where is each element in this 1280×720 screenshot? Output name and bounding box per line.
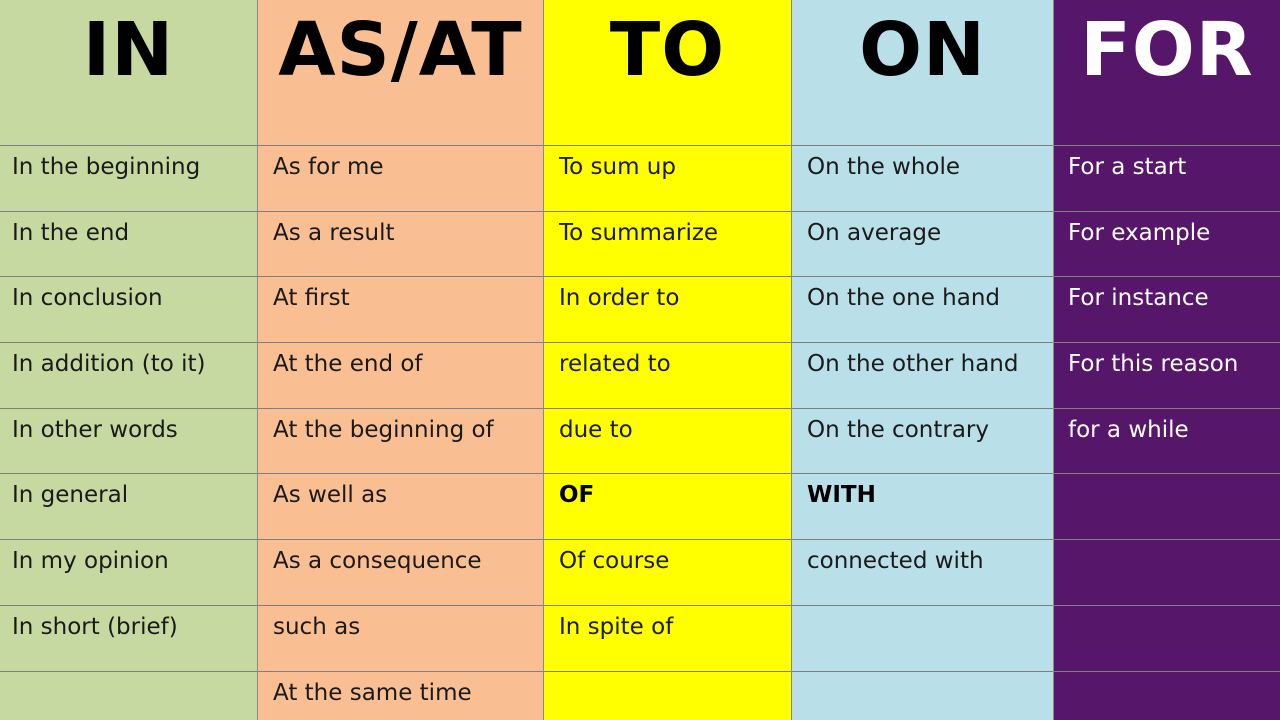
cell-asat-3: At first — [258, 277, 543, 343]
cell-for-8 — [1054, 606, 1280, 672]
cell-on-8 — [792, 606, 1053, 672]
cell-in-8: In short (brief) — [0, 606, 257, 672]
cell-to-6-subheading: OF — [544, 474, 791, 540]
cell-on-6-subheading: WITH — [792, 474, 1053, 540]
column-to — [544, 0, 792, 720]
header-on: ON — [792, 0, 1053, 146]
cell-for-7 — [1054, 540, 1280, 606]
cell-on-2: On average — [792, 212, 1053, 278]
cell-to-4: related to — [544, 343, 791, 409]
cell-on-9 — [792, 672, 1053, 720]
cell-on-1: On the whole — [792, 146, 1053, 212]
cell-to-8: In spite of — [544, 606, 791, 672]
cell-to-2: To summarize — [544, 212, 791, 278]
cell-on-3: On the one hand — [792, 277, 1053, 343]
column-on — [792, 0, 1054, 720]
cell-for-6 — [1054, 474, 1280, 540]
cell-asat-7: As a consequence — [258, 540, 543, 606]
cell-for-9 — [1054, 672, 1280, 720]
cell-asat-2: As a result — [258, 212, 543, 278]
cell-in-1: In the beginning — [0, 146, 257, 212]
column-asat — [258, 0, 544, 720]
cell-to-9 — [544, 672, 791, 720]
cell-in-4: In addition (to it) — [0, 343, 257, 409]
cell-to-5: due to — [544, 409, 791, 475]
cell-on-4: On the other hand — [792, 343, 1053, 409]
cell-asat-5: At the beginning of — [258, 409, 543, 475]
cell-in-6: In general — [0, 474, 257, 540]
cell-on-5: On the contrary — [792, 409, 1053, 475]
cell-to-7: Of course — [544, 540, 791, 606]
header-asat: AS/AT — [258, 0, 543, 146]
cell-for-4: For this reason — [1054, 343, 1280, 409]
header-for: FOR — [1054, 0, 1280, 146]
cell-asat-4: At the end of — [258, 343, 543, 409]
cell-in-7: In my opinion — [0, 540, 257, 606]
cell-to-3: In order to — [544, 277, 791, 343]
cell-asat-9: At the same time — [273, 679, 472, 706]
cell-for-3: For instance — [1054, 277, 1280, 343]
column-in — [0, 0, 258, 720]
cell-asat-8: such as — [258, 606, 543, 672]
header-in: IN — [0, 0, 257, 146]
cell-asat-6: As well as — [258, 474, 543, 540]
column-for — [1054, 0, 1280, 720]
cell-for-1: For a start — [1054, 146, 1280, 212]
cell-in-2: In the end — [0, 212, 257, 278]
cell-in-5: In other words — [0, 409, 257, 475]
cell-in-3: In conclusion — [0, 277, 257, 343]
cell-on-7: connected with — [792, 540, 1053, 606]
header-to: TO — [544, 0, 791, 146]
cell-for-5: for a while — [1054, 409, 1280, 475]
cell-to-1: To sum up — [544, 146, 791, 212]
cell-for-2: For example — [1054, 212, 1280, 278]
cell-asat-1: As for me — [258, 146, 543, 212]
cell-in-9 — [0, 672, 257, 720]
